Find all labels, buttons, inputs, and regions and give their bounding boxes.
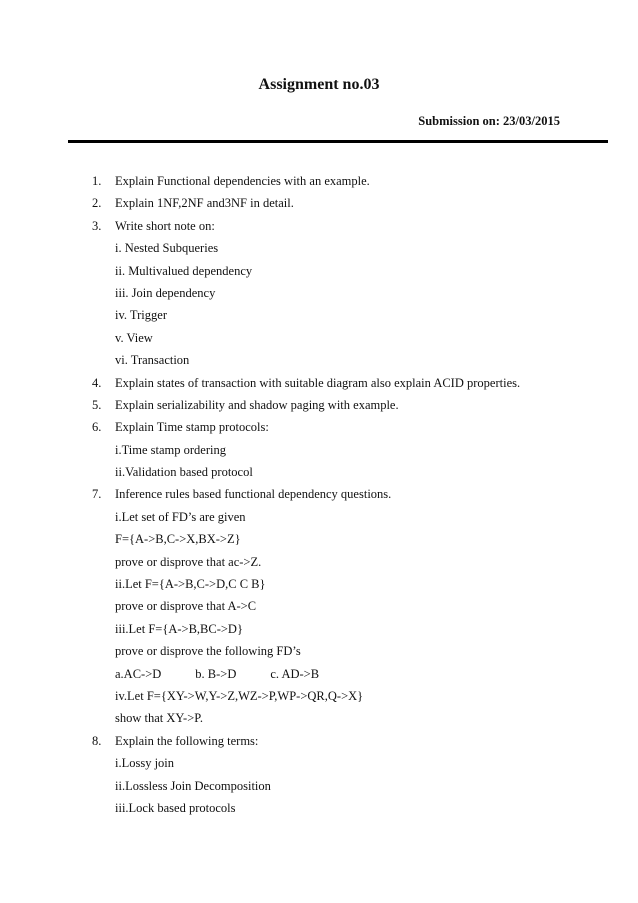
question-text: Explain states of transaction with suitable diagram also explain ACID properties. [115,375,521,390]
question-number: 8. [92,733,102,748]
sub-item-text: iii.Let F={A->B,BC->D} [115,621,243,636]
question-text: Explain Time stamp protocols: [115,420,269,435]
question-text: Explain the following terms: [115,733,259,748]
sub-item-text: iv.Let F={XY->W,Y->Z,WZ->P,WP->QR,Q->X} [115,688,364,703]
page-title: Assignment no.03 [258,76,380,93]
sub-item-text: ii.Lossless Join Decomposition [115,778,271,793]
question-number: 6. [92,420,102,435]
horizontal-rule [68,140,608,143]
question-number: 7. [92,487,102,502]
question-text: Explain serializability and shadow paging with example. [115,397,399,412]
sub-item-text: vi. Transaction [115,353,190,368]
sub-item-text: iv. Trigger [115,308,167,323]
sub-item-text: F={A->B,C->X,BX->Z} [115,532,241,547]
sub-item-text: ii.Let F={A->B,C->D,C C B} [115,577,266,592]
sub-item-text: ii.Validation based protocol [115,465,253,480]
sub-item-text: i.Let set of FD’s are given [115,509,246,524]
question-number: 4. [92,375,102,390]
sub-item-text: iii. Join dependency [115,285,216,300]
fd-option-a: a.AC->D [115,666,162,681]
question-text: Explain Functional dependencies with an example. [115,174,370,188]
sub-item-text: v. View [115,330,153,345]
question-number: 1. [92,174,102,188]
question-text: Explain 1NF,2NF and3NF in detail. [115,196,294,211]
sub-item-text: i. Nested Subqueries [115,241,219,256]
sub-item-text: i.Time stamp ordering [115,442,226,457]
submission-date: Submission on: 23/03/2015 [418,114,560,128]
sub-item-text: ii. Multivalued dependency [115,263,253,278]
sub-item-text: prove or disprove the following FD’s [115,644,301,659]
question-number: 3. [92,218,102,233]
fd-option-c: c. AD->B [270,666,320,681]
question-number: 5. [92,397,102,412]
fd-option-b: b. B->D [195,666,237,681]
question-number: 2. [92,196,102,211]
fd-options [115,663,319,685]
question-text: Inference rules based functional dependency questions. [115,487,392,502]
sub-item-text: prove or disprove that A->C [115,599,257,614]
sub-item-text: show that XY->P. [115,711,203,726]
question-text: Write short note on: [115,218,215,233]
sub-item-text: prove or disprove that ac->Z. [115,554,262,569]
sub-item-text: iii.Lock based protocols [115,800,236,815]
sub-item-text: i.Lossy join [115,756,175,771]
